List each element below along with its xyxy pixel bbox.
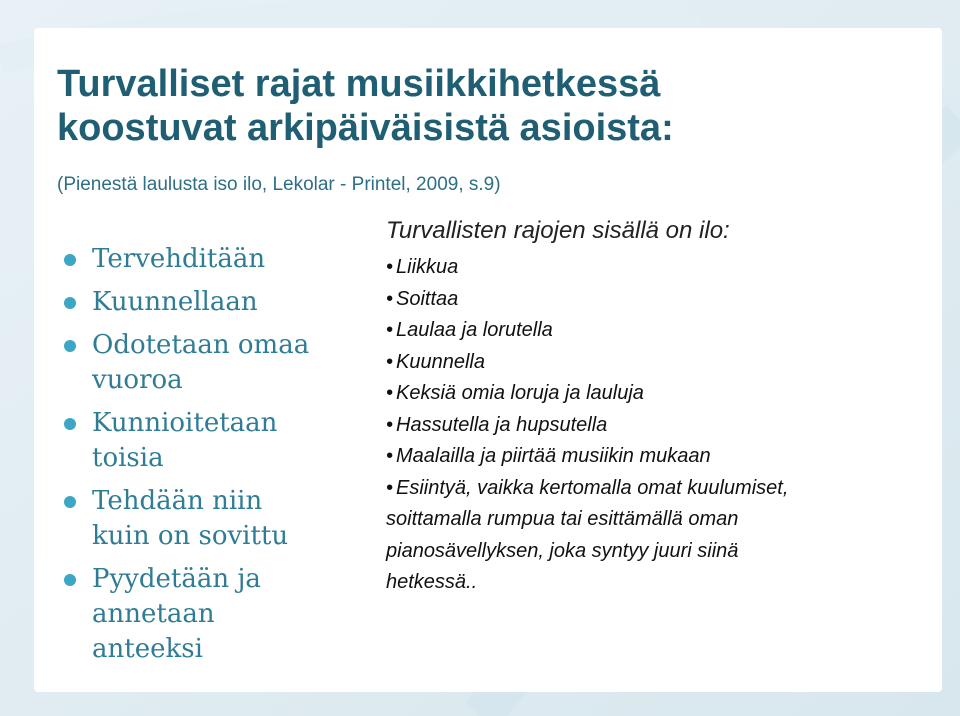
list-item-text: Pyydetään ja [92,564,261,594]
bullet-icon: • [386,319,394,341]
continuation-line: pianosävellyksen, joka syntyy juuri siinä [386,539,739,562]
continuation-line: hetkessä.. [386,571,478,593]
bullet-icon: • [386,350,394,373]
list-item [386,284,946,316]
title-line: Turvalliset rajat musiikkihetkessä [57,63,661,105]
list-item-text: Liikkua [396,256,459,278]
bullet-icon: • [386,445,394,467]
right-text-box [386,216,946,599]
list-item-text: kuin on sovittu [92,521,289,551]
list-item-apologize [64,562,364,667]
list-item-text: Keksiä omia loruja ja lauluja [396,382,644,404]
bullet-icon [64,254,76,266]
bullet-icon [64,418,76,430]
list-item [386,252,946,284]
list-item-text: Tehdään niin [92,486,263,516]
list-item-text: Laulaa ja lorutella [396,319,553,341]
slide-title [57,62,937,150]
list-item-text: Odotetaan omaa [92,330,310,360]
list-item-respect [64,406,364,476]
bullet-icon [64,340,76,352]
bullet-icon: • [386,256,394,278]
list-item [386,378,946,410]
bullet-icon: • [386,382,394,404]
list-item-text: Kunnioitetaan [92,408,278,438]
bullet-icon [64,574,76,586]
bullet-icon [64,297,76,309]
list-item-text: Maalailla ja piirtää musiikin mukaan [396,445,711,467]
left-bullet-list [64,242,364,675]
list-item-text: toisia [92,443,164,473]
right-bullet-list [386,252,946,504]
list-item-text: Hassutella ja hupsutella [396,413,608,436]
list-item-text: Kuunnellaan [92,287,258,317]
list-item [386,473,946,505]
list-item [386,347,946,379]
source-citation: (Pienestä laulusta iso ilo, Lekolar - Printel, 2009, s.9) [57,174,501,195]
list-item-text: Esiintyä, vaikka kertomalla omat kuulumiset, [396,476,789,499]
title-line: koostuvat arkipäiväisistä asioista: [57,107,674,149]
list-item-listening [64,285,364,320]
continuation-line: soittamalla rumpua tai esittämällä oman [386,508,739,530]
list-item-greeting [64,242,364,277]
list-item [386,441,946,473]
list-item-text: Kuunnella [396,350,485,373]
list-item [386,315,946,347]
bullet-icon [64,496,76,508]
list-item [386,410,946,442]
list-item-text: Soittaa [396,287,459,310]
list-item-text: Tervehditään [92,244,266,274]
list-item-text: vuoroa [92,365,183,395]
right-heading: Turvallisten rajojen sisällä on ilo: [386,217,730,244]
list-item-agreed [64,484,364,554]
list-item-text: annetaan [92,599,215,629]
bullet-icon: • [386,287,394,310]
bullet-icon: • [386,413,394,436]
bullet-icon: • [386,476,394,499]
list-item-text: anteeksi [92,634,203,664]
list-item-waiting-turn [64,328,364,398]
